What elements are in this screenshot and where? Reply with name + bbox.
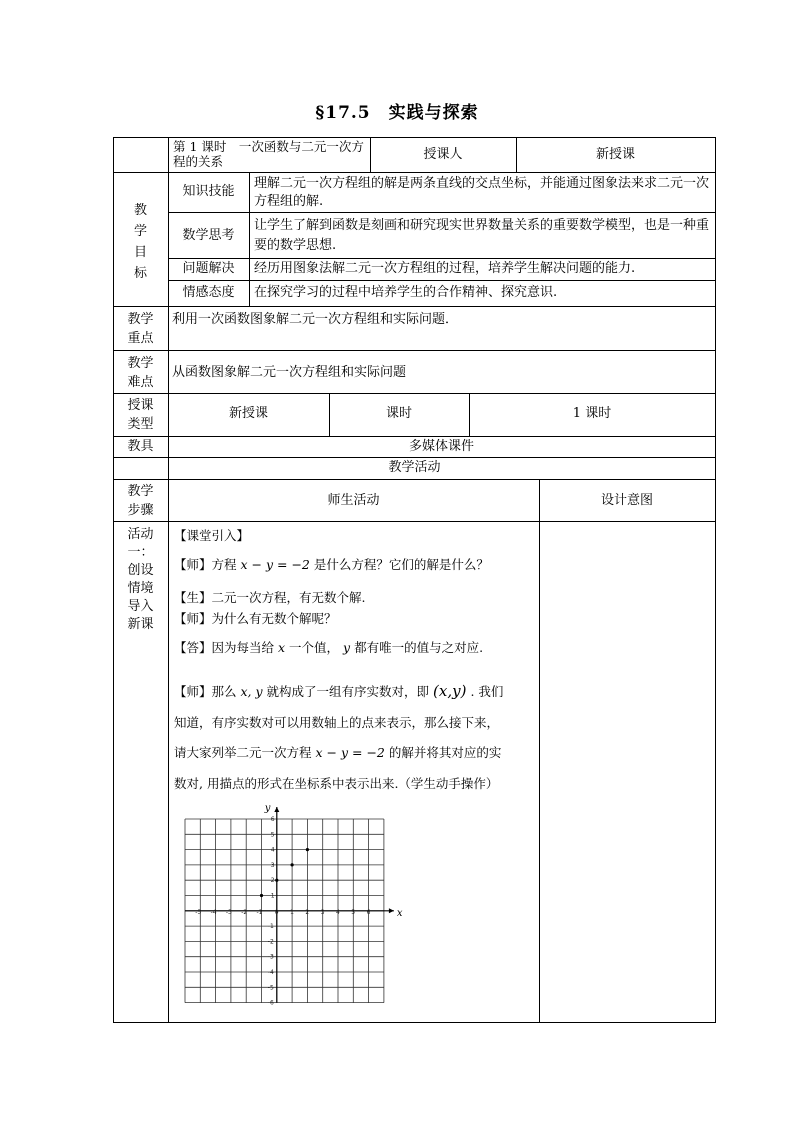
x-tick-label: 3: [320, 908, 325, 916]
objective-text-problem: 经历用图象法解二元一次方程组的过程，培养学生解决问题的能力.: [254, 261, 636, 276]
page-title: §17.5 实践与探索: [315, 103, 479, 123]
y-axis-label: y: [264, 803, 271, 814]
x-tick-label: -3: [225, 908, 232, 916]
x-tick-label: 6: [366, 908, 371, 916]
y-tick-label: -1: [267, 923, 274, 931]
teacher-question-2: 【师】为什么有无数个解呢？: [174, 611, 337, 626]
difficulty-text: 从函数图象解二元一次方程组和实际问题: [172, 365, 407, 380]
y-tick-label: -3: [267, 953, 274, 961]
tools-value: 多媒体课件: [408, 439, 474, 454]
coordinate-grid-chart: [170, 800, 403, 1016]
x-tick-label: -2: [241, 908, 248, 916]
objective-name-knowledge: 知识技能: [182, 184, 235, 199]
x-tick-label: -4: [210, 908, 217, 916]
student-answer: 【生】二元一次方程，有无数个解.: [174, 590, 366, 605]
teacher-label: 授课人: [423, 147, 463, 162]
objective-text-thinking: 让学生了解到函数是刻画和研究现实世界数量关系的重要数学模型，也是一种重要的数学思想.: [254, 218, 710, 253]
x-tick-label: 0: [274, 908, 279, 916]
data-point: [260, 894, 263, 897]
hours-value: 1 课时: [572, 406, 612, 421]
data-point: [275, 879, 278, 882]
objective-name-attitude: 情感态度: [182, 285, 235, 300]
focus-text: 利用一次函数图象解二元一次方程组和实际问题．: [172, 312, 459, 327]
difficulty-label: 教学 难点: [127, 356, 154, 390]
tools-label: 教具: [127, 439, 154, 454]
data-point: [291, 863, 294, 866]
activity1-label: 活动 一： 创设 情境 导入 新课: [127, 527, 154, 632]
focus-label: 教学 重点: [127, 312, 154, 346]
x-tick-label: 4: [336, 908, 340, 916]
hours-label: 课时: [385, 406, 412, 421]
y-axis-arrow: [274, 807, 279, 812]
paragraph-line-1: 【师】那么 x, y 就构成了一组有序实数对，即 (x,y) . 我们: [174, 682, 504, 700]
lesson-title: 第 1 课时 一次函数与二元一次方程的关系: [173, 139, 364, 169]
course-type: 新授课: [595, 147, 635, 162]
x-tick-label: 5: [351, 908, 356, 916]
paragraph-line-2: 知道，有序实数对可以用数轴上的点来表示，那么接下来，: [174, 715, 500, 730]
x-axis-arrow: [389, 908, 394, 913]
activities-header: 教学活动: [388, 460, 441, 475]
y-tick-label: -5: [267, 984, 274, 992]
steps-label: 教学 步骤: [127, 484, 154, 518]
data-point: [306, 848, 309, 851]
objectives-label: 教 学 目 标: [133, 203, 147, 281]
y-tick-label: 4: [270, 846, 275, 854]
y-tick-label: -6: [267, 999, 274, 1007]
paragraph-line-3: 请大家列举二元一次方程 x − y = −2 的解并将其对应的实: [174, 745, 502, 760]
teacher-question-1: 【师】方程 x − y = −2 是什么方程？它们的解是什么？: [174, 557, 489, 572]
equation: x − y = −2: [240, 557, 310, 572]
lesson-type-value: 新授课: [228, 406, 268, 421]
objective-name-problem: 问题解决: [182, 261, 235, 276]
y-tick-label: -2: [267, 938, 274, 946]
lesson-type-label: 授课 类型: [127, 398, 154, 432]
y-tick-label: 5: [270, 831, 275, 839]
intro-heading: 【课堂引入】: [174, 528, 250, 543]
x-tick-label: -5: [195, 908, 202, 916]
y-tick-label: 6: [270, 816, 275, 823]
y-tick-label: -4: [267, 969, 274, 976]
paragraph-line-4: 数对, 用描点的形式在坐标系中表示出来.（学生动手操作）: [174, 776, 499, 791]
col-design-intent: 设计意图: [600, 493, 653, 508]
x-axis-label: x: [396, 907, 403, 919]
x-tick-label: 1: [290, 908, 294, 916]
x-tick-label: 2: [305, 908, 310, 916]
y-tick-label: 2: [270, 877, 275, 885]
answer-text: 【答】因为每当给 x 一个值， y 都有唯一的值与之对应.: [174, 640, 484, 655]
y-tick-label: 3: [270, 861, 275, 869]
objective-text-knowledge: 理解二元一次方程组的解是两条直线的交点坐标，并能通过图象法来求二元一次方程组的解.: [254, 176, 710, 209]
objective-name-thinking: 数学思考: [182, 228, 235, 243]
col-teacher-student: 师生活动: [327, 493, 380, 508]
y-tick-label: 1: [270, 892, 275, 900]
objective-text-attitude: 在探究学习的过程中培养学生的合作精神、探究意识.: [254, 285, 558, 300]
x-tick-label: -1: [256, 908, 263, 916]
